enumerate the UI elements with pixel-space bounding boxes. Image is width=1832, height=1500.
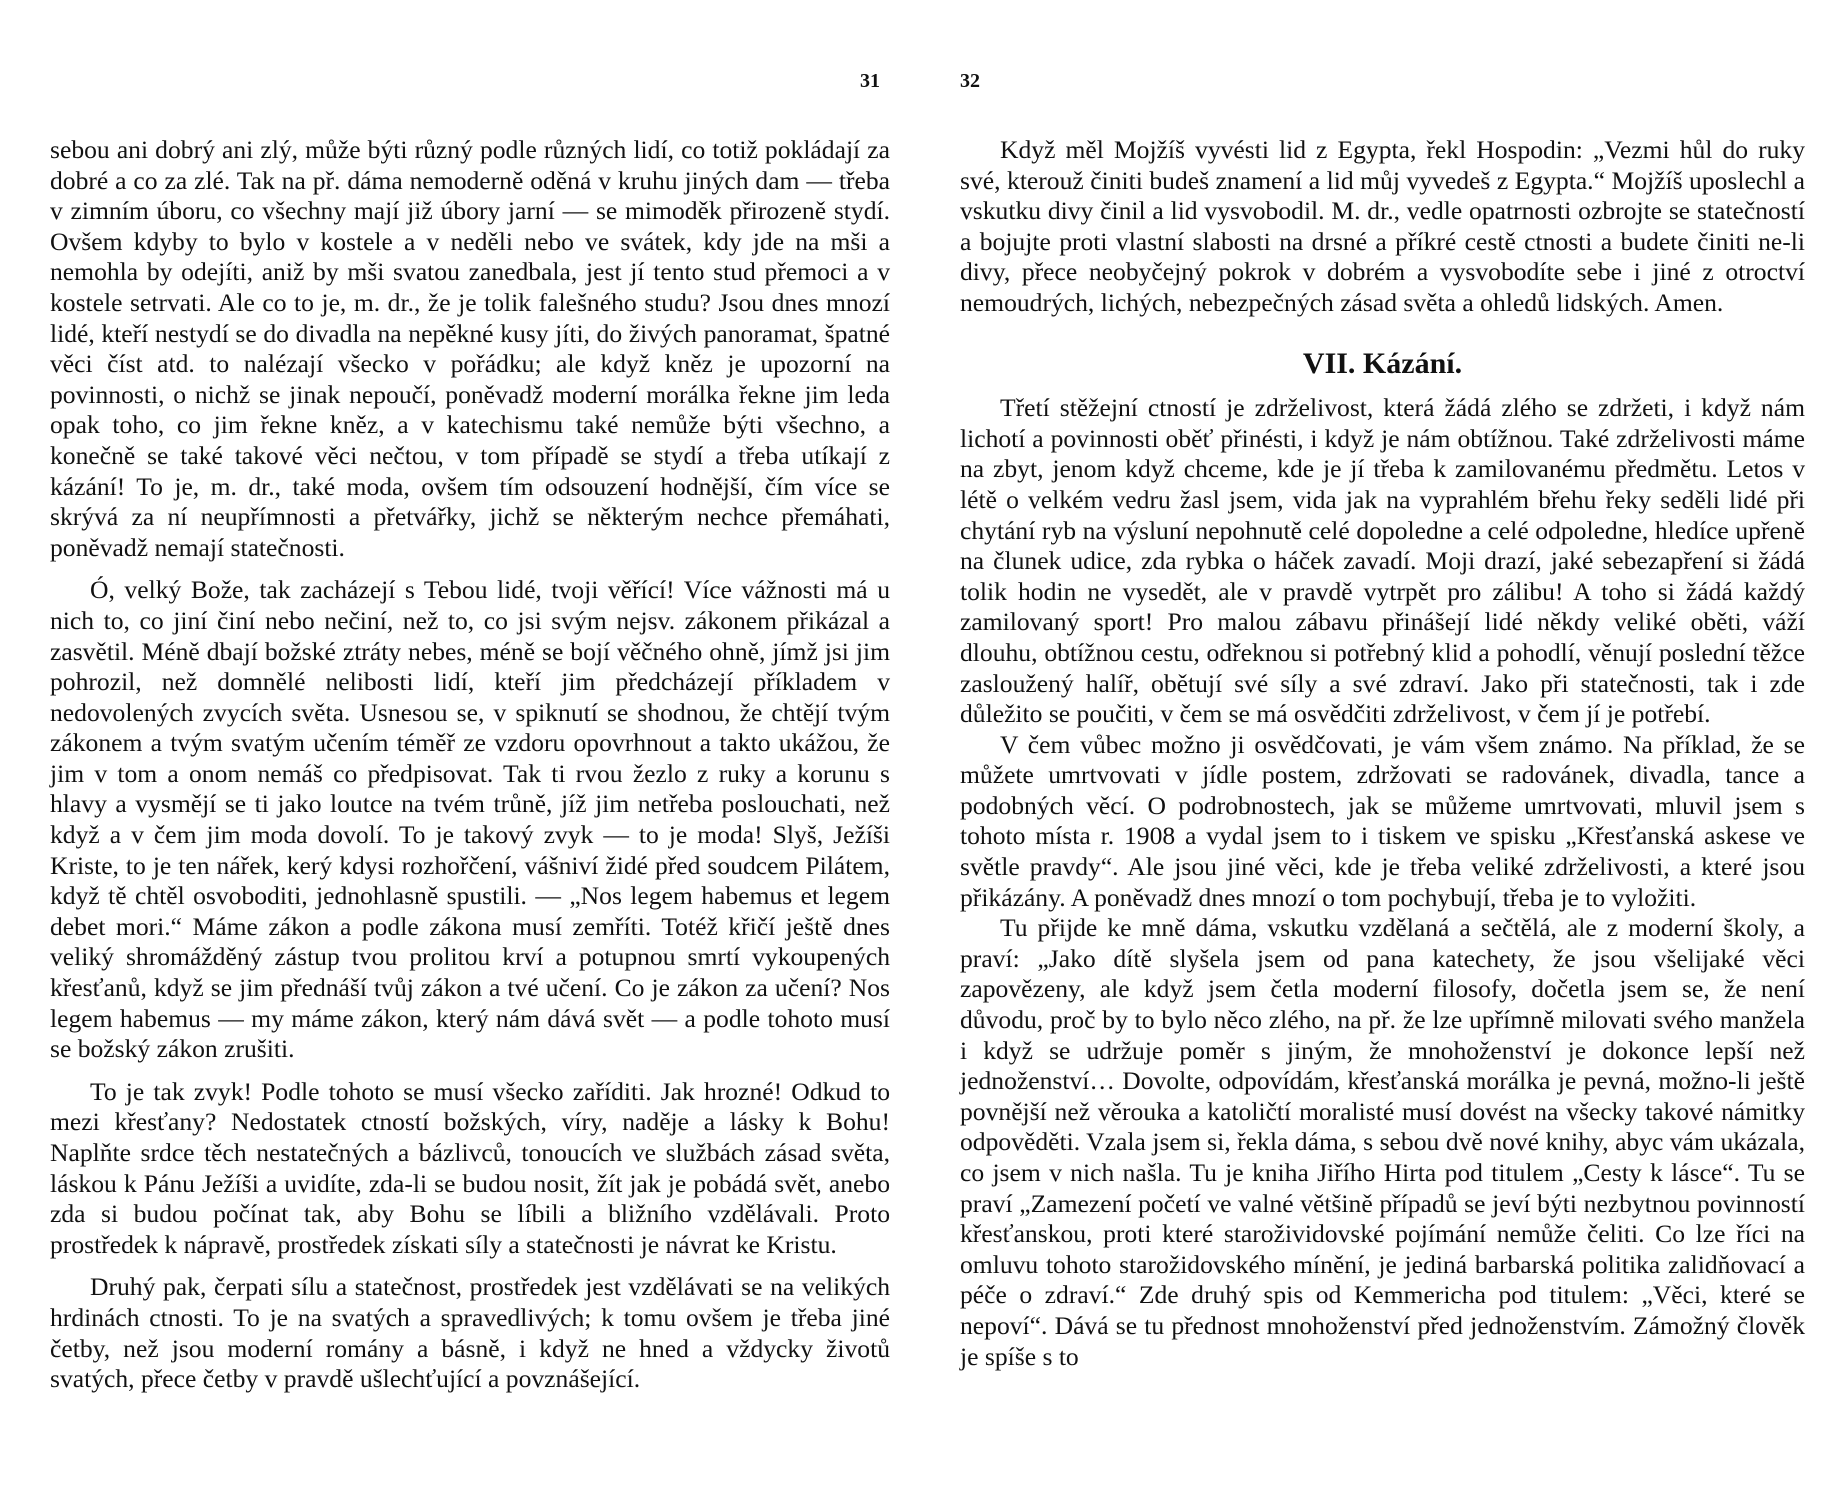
paragraph: V čem vůbec možno ji osvědčovati, je vám všem známo. Na příklad, že se můžete umrtvovati v jídle postem, zdržovati se radovánek, divadla, tance a podobných věcí. O podrobnostech, jak se můžeme umrtvovati, mluvil jsem s tohoto místa r. 1908 a vydal jsem to i tiskem ve spisku „Křesťanská askese ve světle pravdy“. Ale jsou jiné věci, kde je třeba veliké zdrželivosti, a které jsou přikázány. A poněvadž dnes mnozí o tom pochybují, třeba je to vyložiti.: [960, 729, 1805, 912]
right-page: [960, 0, 1810, 1500]
paragraph: Druhý pak, čerpati sílu a statečnost, prostředek jest vzdělávati se na velikých hrdinách ctnosti. To je na svatých a spravedlivých; k tomu ovšem je třeba jiné četby, než jsou moderní romány a básně, i když ne hned a vždycky životů svatých, přece četby v pravdě ušlechťující a povznášející.: [50, 1272, 890, 1394]
left-page: [40, 0, 890, 1500]
paragraph: Tu přijde ke mně dáma, vskutku vzdělaná a sečtělá, ale z moderní školy, a praví: „Jako dítě slyšela jsem od pana katechety, že jsou všelijaké věci zapovězeny, ale když jsem četla moderní filosofy, dočetla jsem se, že není důvodu, proč by to bylo něco zlého, na př. že lze upřímně milovati svého manžela i když se udržuje poměr s jiným, že mnohoženství je dokonce lepší než jednoženství… Dovolte, odpovídám, křesťanská morálka je pevná, možno-li ještě povnější než věrouka a katoličtí moralisté musí dovést na všecky takové námitky odpověděti. Vzala jsem si, řekla dáma, s sebou dvě nové knihy, abyc vám ukázala, co jsem v nich našla. Tu je kniha Jiřího Hirta pod titulem „Cesty k lásce“. Tu se praví „Zamezení početí ve valné většině případů se jeví býti nezbytnou povinností křesťanskou, proti které starožividovské pojímání nemůže čeliti. Co lze říci na omluvu tohoto starožidovského mínění, je jediná barbarská politika zalidňovací a péče o zdraví.“ Zde druhý spis od Kemmericha pod titulem: „Věci, které se nepoví“. Dává se tu přednost mnohoženství před jednoženstvím. Zámožný člověk je spíše s to: [960, 913, 1805, 1371]
paragraph: Když měl Mojžíš vyvésti lid z Egypta, řekl Hospodin: „Vezmi hůl do ruky své, kterouž činiti budeš znamení a lid můj vyvedeš z Egypta.“ Mojžíš uposlechl a vskutku divy činil a lid vysvobodil. M. dr., vedle opatrnosti ozbrojte se statečností a bojujte proti vlastní slabosti na drsné a příkré cestě ctnosti a budete činiti ne-li divy, přece neobyčejný pokrok v dobrém a vysvobodíte sebe i jiné z otroctví nemoudrých, lichých, nebezpečných zásad světa a ohledů lidských. Amen.: [960, 135, 1805, 317]
page-text: [960, 135, 1805, 1372]
sermon-heading: VII. Kázání.: [1302, 346, 1463, 380]
page-number: 32: [960, 70, 980, 92]
paragraph: To je tak zvyk! Podle tohoto se musí všecko zaříditi. Jak hrozné! Odkud to mezi křesťany? Nedostatek ctností božských, víry, naděje a lásky k Bohu! Naplňte srdce těch nestatečných a bázlivců, tonoucích ve službách zásad světa, láskou k Pánu Ježíši a uvidíte, zda-li se budou nosit, žít jak je pobádá svět, anebo zda si budou počínat tak, aby Bohu se líbili a bližního vzdělávali. Proto prostředek k nápravě, prostředek získati síly a statečnosti je návrat ke Kristu.: [50, 1076, 890, 1259]
page-text: [50, 135, 890, 1395]
paragraph: Ó, velký Bože, tak zacházejí s Tebou lidé, tvoji věřící! Více vážnosti má u nich to, co jiní činí nebo nečiní, než to, co jsi svým nejsv. zákonem přikázal a zasvětil. Méně dbají božské ztráty nebes, méně se bojí věčného ohně, jímž jsi jim pohrozil, než domnělé nelibosti lidí, kteří jim předcházejí příkladem v nedovolených zvycích světa. Usnesou se, v spiknutí se shodnou, že chtějí tvým zákonem a tvým svatým učením téměř ze vzdoru opovrhnout a takto ukážou, že jim v tom a onom nemáš co předpisovat. Tak ti rvou žezlo z ruky a korunu s hlavy a vysmějí se ti jako loutce na tvém trůně, jíž jim netřeba poslouchati, než když a v čem jim moda dovolí. To je takový zvyk — to je moda! Slyš, Ježíši Kriste, to je ten nářek, kerý kdysi rozhořčení, vášniví židé před soudcem Pilátem, když tě chtěl osvoboditi, jednohlasně spustili. — „Nos legem habemus et legem debet mori.“ Máme zákon a podle zákona musí zemříti. Totéž křičí ještě dnes veliký shromážděný zástup tvou prolitou krví a potupnou smrtí vykoupených křesťanů, když se jim přednáší tvůj zákon a tvé učení. Co je zákon za učení? Nos legem habemus — my máme zákon, který nám dává svět — a podle tohoto musí se božský zákon zrušiti.: [50, 575, 890, 1064]
paragraph: sebou ani dobrý ani zlý, může býti různý podle různých lidí, co totiž pokládají za dobré a co za zlé. Tak na př. dáma nemoderně oděná v kruhu jiných dam — třeba v zimním úboru, co všechny mají již úbory jarní — se mimoděk přirozeně stydí. Ovšem kdyby to bylo v kostele a v neděli nebo ve svátek, kdy jde na mši a nemohla by odejíti, aniž by mši svatou zanedbala, jest jí tento stud přemoci a v kostele setrvati. Ale co to je, m. dr., že je tolik falešného studu? Jsou dnes mnozí lidé, kteří nestydí se do divadla na nepěkné kusy jíti, do živých panoramat, špatné věci číst atd. to nalézají všecko v pořádku; ale když kněz je upozorní na povinnosti, o nichž se jinak nepoučí, poněvadž moderní morálka řekne jim leda opak toho, co jim řekne kněz, a v katechismu také nemůže býti všechno, a konečně se také takové věci nečtou, v tom případě se stydí a třeba utíkají z kázání! To je, m. dr., také moda, ovšem tím odsouzení hodnější, čím více se skrývá za ní neupřímnosti a přetvářky, jichž se některým nechce přemáhati, poněvadž nemají statečnosti.: [50, 135, 890, 562]
page-number: 31: [860, 70, 880, 92]
paragraph: Třetí stěžejní ctností je zdrželivost, která žádá zlého se zdržeti, i když nám lichotí a povinnosti oběť přinésti, i když je nám obtížnou. Také zdrželivosti máme na zbyt, jenom když chceme, kde je jí třeba k zamilovanému předmětu. Letos v létě o velkém vedru žasl jsem, vida jak na vyprahlém břehu řeky seděli lidé při chytání ryb na výsluní nepohnutě celé dopoledne a celé odpoledne, hledíce upřeně na člunek udice, zda rybka o háček zavadí. Moji drazí, jaké sebezapření si žádá tolik hodin ne vysedět, ale v pravdě vytrpět pro zálibu! A toho si žádá každý zamilovaný sport! Pro malou zábavu přinášejí lidé někdy veliké oběti, váží dlouhu, obtížnou cestu, odřeknou si potřebný klid a pohodlí, věnují poslední těžce zasloužený halíř, obětují své síly a své zdraví. Jako při statečnosti, tak i zde důležito se poučiti, v čem se má osvědčiti zdrželivost, v čem jí je potřebí.: [960, 393, 1805, 729]
